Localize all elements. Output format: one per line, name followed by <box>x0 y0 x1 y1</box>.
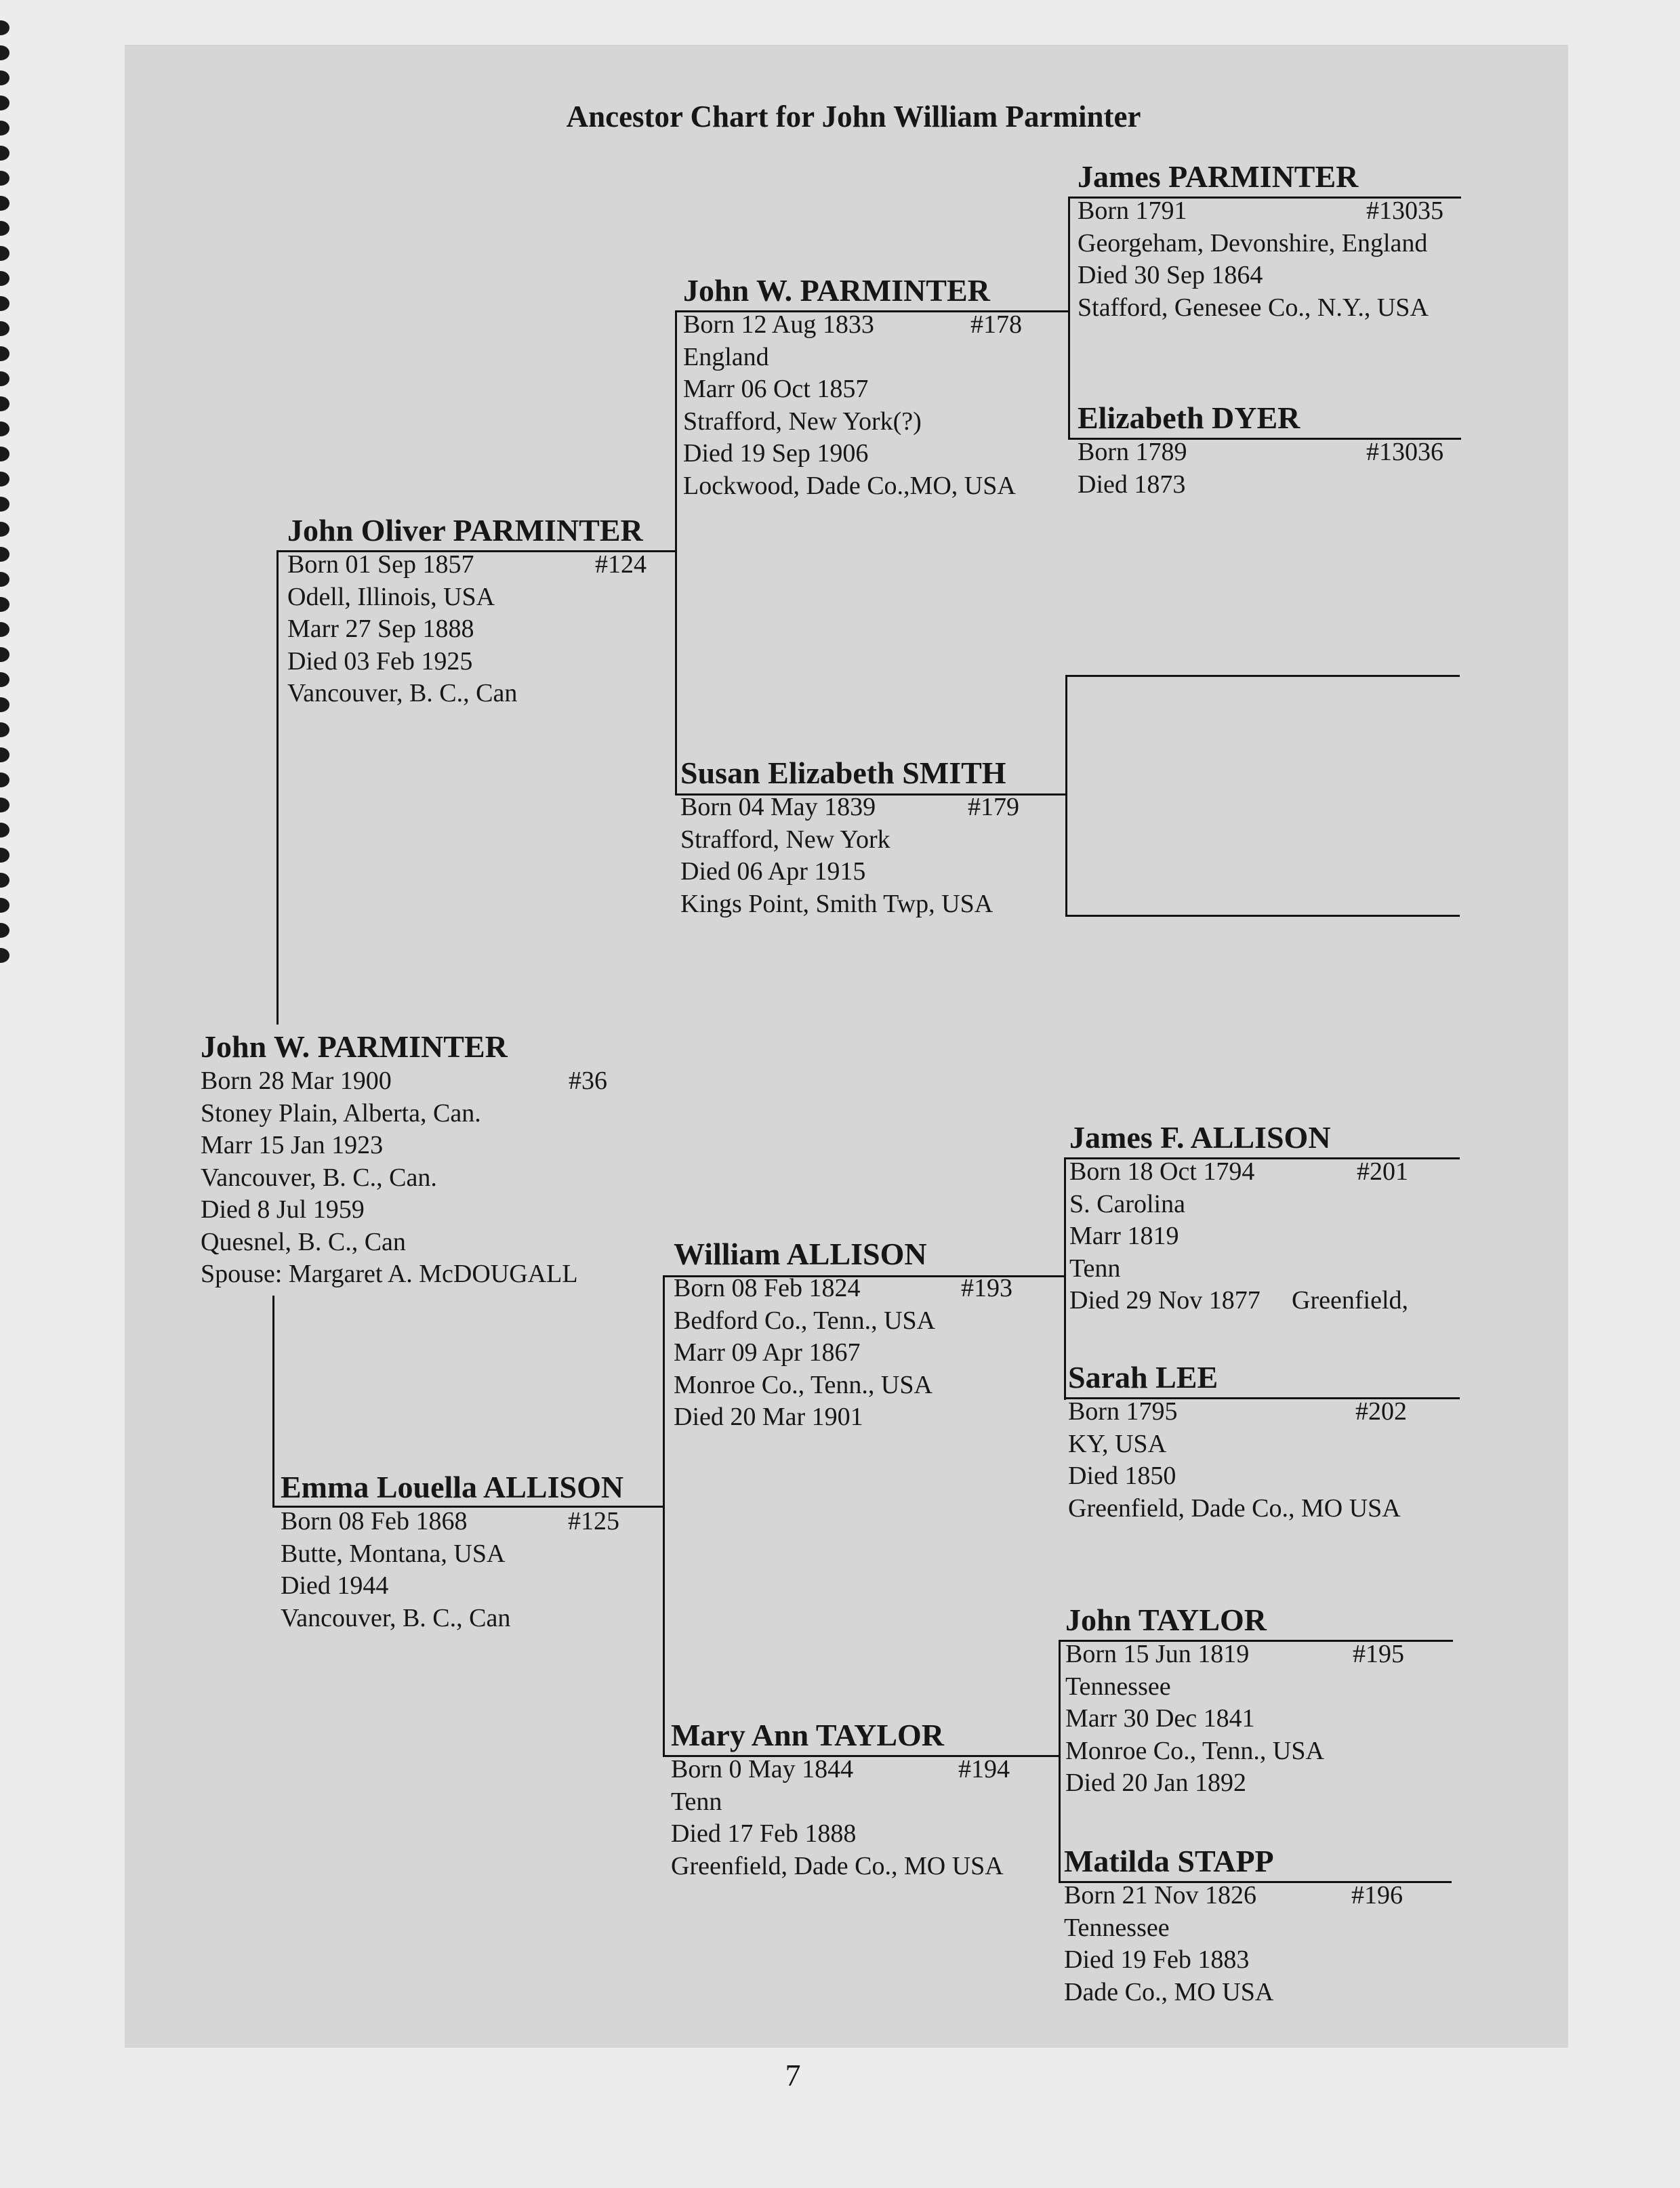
detail-line <box>1065 1703 1404 1735</box>
birth-line <box>1069 1156 1408 1189</box>
person-name: Susan Elizabeth SMITH <box>680 756 1006 790</box>
detail-line <box>201 1226 607 1259</box>
person-matilda-stapp <box>1064 1843 1403 2008</box>
connector-root-father <box>276 550 279 1025</box>
detail-text: KY, USA <box>1068 1429 1167 1458</box>
detail-text: Tennessee <box>1064 1913 1170 1942</box>
birth-line <box>281 1506 619 1538</box>
spiral-ring <box>0 647 9 662</box>
detail-text: Born 18 Oct 1794 <box>1069 1157 1255 1186</box>
ref-number: #195 <box>1353 1640 1404 1668</box>
ref-number: #36 <box>569 1067 607 1095</box>
birth-line <box>1078 436 1443 469</box>
spiral-ring <box>0 171 9 186</box>
binding-spiral <box>0 0 15 2188</box>
detail-text: Died 1944 <box>281 1571 389 1600</box>
spiral-ring <box>0 597 9 612</box>
detail-line <box>1078 228 1443 260</box>
detail-text: Born 08 Feb 1868 <box>281 1507 468 1535</box>
person-john-taylor <box>1065 1602 1404 1800</box>
connector-pat-gm-parents <box>1065 675 1067 915</box>
detail-line <box>683 406 1022 438</box>
detail-text: Strafford, New York <box>680 825 890 854</box>
detail-text: Died 20 Jan 1892 <box>1065 1769 1247 1797</box>
detail-text: Marr 06 Oct 1857 <box>683 375 869 403</box>
detail-text: Dade Co., MO USA <box>1064 1977 1274 2006</box>
detail-line <box>281 1603 619 1635</box>
person-pat-grandfather <box>683 272 1022 502</box>
detail-text: Greenfield, Dade Co., MO USA <box>671 1851 1004 1880</box>
person-pat-grandmother <box>680 755 1019 920</box>
person-james-parminter <box>1078 159 1443 324</box>
detail-line <box>1078 260 1443 292</box>
connector-mat-gf-parents <box>1064 1157 1066 1400</box>
detail-text: Tennessee <box>1065 1672 1171 1701</box>
birth-line <box>1078 195 1443 228</box>
person-father <box>287 512 647 710</box>
spiral-ring <box>0 221 9 236</box>
person-name: James PARMINTER <box>1078 159 1359 194</box>
detail-line <box>674 1337 1012 1369</box>
person-mat-grandmother <box>671 1717 1010 1882</box>
detail-line <box>1065 1735 1404 1768</box>
detail-text: Greenfield, Dade Co., MO USA <box>1068 1493 1401 1523</box>
detail-text: Marr 30 Dec 1841 <box>1065 1704 1255 1733</box>
page-number: 7 <box>785 2058 801 2092</box>
birth-line <box>1065 1638 1404 1671</box>
person-name: John W. PARMINTER <box>201 1029 508 1064</box>
detail-line <box>674 1369 1012 1402</box>
spiral-ring <box>0 146 9 161</box>
detail-line <box>201 1098 607 1130</box>
person-name: Sarah LEE <box>1068 1360 1218 1395</box>
birth-line <box>1068 1396 1407 1428</box>
detail-text: Monroe Co., Tenn., USA <box>674 1370 933 1399</box>
connector-father-parents <box>675 310 677 793</box>
person-name: Mary Ann TAYLOR <box>671 1718 945 1752</box>
person-name: James F. ALLISON <box>1069 1120 1331 1155</box>
detail-text: Died 8 Jul 1959 <box>201 1195 365 1224</box>
birth-line <box>1064 1880 1403 1912</box>
detail-text: Died 29 Nov 1877 <box>1069 1286 1261 1315</box>
detail-line <box>683 438 1022 470</box>
detail-line <box>674 1305 1012 1338</box>
detail-line <box>1068 1428 1407 1461</box>
detail-text: Died 03 Feb 1925 <box>287 646 473 676</box>
spiral-ring <box>0 898 9 913</box>
detail-text: Died 1850 <box>1068 1462 1176 1490</box>
gg-line-empty-bottom <box>1065 915 1460 917</box>
detail-text: Born 01 Sep 1857 <box>287 550 474 579</box>
spiral-ring <box>0 823 9 838</box>
detail-text: Marr 09 Apr 1867 <box>674 1338 861 1367</box>
spiral-ring <box>0 472 9 487</box>
person-name: John W. PARMINTER <box>683 273 990 308</box>
person-name: Emma Louella ALLISON <box>281 1470 624 1504</box>
detail-text: Strafford, New York(?) <box>683 407 922 436</box>
detail-text: Born 04 May 1839 <box>680 793 876 821</box>
detail-line <box>1069 1189 1408 1221</box>
detail-line <box>1078 469 1443 501</box>
detail-text: Spouse: Margaret A. McDOUGALL <box>201 1260 578 1288</box>
person-mother <box>281 1469 624 1634</box>
ref-number: #125 <box>568 1507 619 1535</box>
detail-line <box>287 678 647 710</box>
detail-line <box>1064 1944 1403 1977</box>
connector-root-mother <box>272 1296 274 1506</box>
spiral-ring <box>0 447 9 461</box>
person-james-allison <box>1069 1119 1408 1317</box>
spiral-ring <box>0 421 9 436</box>
detail-line <box>201 1130 607 1162</box>
extra-text: Greenfield, <box>1292 1286 1408 1315</box>
chart-title: Ancestor Chart for John William Parminter <box>566 100 1141 133</box>
detail-line <box>680 888 1019 921</box>
detail-text: Born 1789 <box>1078 438 1187 466</box>
gg-line-empty-top <box>1065 675 1460 677</box>
spiral-ring <box>0 497 9 512</box>
spiral-ring <box>0 246 9 261</box>
detail-text: Born 1791 <box>1078 197 1187 225</box>
ref-number: #13036 <box>1366 438 1443 466</box>
birth-line <box>201 1065 607 1098</box>
spiral-ring <box>0 672 9 687</box>
detail-text: Bedford Co., Tenn., USA <box>674 1306 936 1335</box>
spiral-ring <box>0 547 9 562</box>
spiral-ring <box>0 296 9 311</box>
detail-line <box>1065 1671 1404 1704</box>
detail-line <box>287 613 647 646</box>
detail-line <box>201 1194 607 1226</box>
spiral-ring <box>0 396 9 411</box>
detail-text: Died 30 Sep 1864 <box>1078 261 1263 289</box>
connector-mat-gm-parents <box>1059 1640 1061 1881</box>
spiral-ring <box>0 697 9 712</box>
detail-line <box>680 824 1019 856</box>
detail-text: S. Carolina <box>1069 1189 1185 1218</box>
person-mat-grandfather <box>674 1236 1012 1434</box>
detail-line <box>683 342 1022 374</box>
detail-text: Marr 1819 <box>1069 1222 1179 1250</box>
spiral-ring <box>0 622 9 637</box>
detail-line <box>1068 1460 1407 1493</box>
ref-number: #124 <box>595 550 647 579</box>
person-name: John TAYLOR <box>1065 1603 1267 1637</box>
birth-line <box>683 309 1022 342</box>
birth-line <box>671 1754 1010 1786</box>
detail-line <box>281 1538 619 1571</box>
detail-line <box>1064 1912 1403 1945</box>
ref-number: #179 <box>968 793 1019 821</box>
detail-text: Lockwood, Dade Co.,MO, USA <box>683 471 1016 500</box>
detail-line <box>680 856 1019 888</box>
detail-line <box>1068 1493 1407 1525</box>
spiral-ring <box>0 722 9 737</box>
ref-number: #201 <box>1357 1157 1408 1186</box>
spiral-ring <box>0 70 9 85</box>
detail-text: Stoney Plain, Alberta, Can. <box>201 1098 481 1128</box>
detail-line <box>671 1851 1010 1883</box>
detail-text: Stafford, Genesee Co., N.Y., USA <box>1078 293 1429 322</box>
detail-text: Died 17 Feb 1888 <box>671 1819 857 1848</box>
detail-text: Born 28 Mar 1900 <box>201 1067 392 1095</box>
spiral-ring <box>0 196 9 211</box>
person-root <box>201 1029 607 1291</box>
spiral-ring <box>0 271 9 286</box>
ref-number: #178 <box>970 310 1022 339</box>
person-name: Matilda STAPP <box>1064 1844 1274 1878</box>
detail-text: Died 1873 <box>1078 470 1186 499</box>
detail-line <box>671 1786 1010 1819</box>
detail-text: Quesnel, B. C., Can <box>201 1227 406 1256</box>
spiral-ring <box>0 346 9 361</box>
person-name: John Oliver PARMINTER <box>287 513 643 548</box>
ref-number: #196 <box>1351 1881 1403 1910</box>
detail-text: Born 12 Aug 1833 <box>683 310 874 339</box>
detail-line <box>1064 1977 1403 2009</box>
detail-text: Born 08 Feb 1824 <box>674 1274 861 1302</box>
birth-line <box>680 791 1019 824</box>
person-elizabeth-dyer <box>1078 400 1443 501</box>
detail-text: Born 21 Nov 1826 <box>1064 1881 1256 1910</box>
detail-text: Born 15 Jun 1819 <box>1065 1640 1250 1668</box>
detail-text: Died 06 Apr 1915 <box>680 857 866 886</box>
detail-text: England <box>683 342 769 371</box>
detail-text: Marr 27 Sep 1888 <box>287 615 474 643</box>
spiral-ring <box>0 321 9 336</box>
detail-text: Kings Point, Smith Twp, USA <box>680 889 993 918</box>
detail-line <box>683 470 1022 503</box>
detail-line <box>683 373 1022 406</box>
detail-text: Vancouver, B. C., Can <box>281 1603 511 1632</box>
detail-text: Marr 15 Jan 1923 <box>201 1131 384 1159</box>
spiral-ring <box>0 923 9 938</box>
spiral-ring <box>0 948 9 963</box>
spiral-ring <box>0 572 9 587</box>
birth-line <box>674 1273 1012 1305</box>
connector-pat-gf-parents <box>1068 197 1070 438</box>
detail-line <box>201 1258 607 1291</box>
detail-line <box>1069 1253 1408 1285</box>
detail-line <box>674 1401 1012 1434</box>
spiral-ring <box>0 20 9 35</box>
spiral-ring <box>0 371 9 386</box>
detail-text: Georgeham, Devonshire, England <box>1078 228 1428 257</box>
detail-line <box>287 581 647 614</box>
birth-line <box>287 549 647 581</box>
detail-line <box>287 646 647 678</box>
ref-number: #13035 <box>1366 197 1443 225</box>
detail-text: Vancouver, B. C., Can <box>287 679 518 707</box>
ref-number: #202 <box>1355 1397 1407 1426</box>
detail-text: Born 1795 <box>1068 1397 1178 1426</box>
spiral-ring <box>0 522 9 537</box>
detail-line <box>1065 1767 1404 1800</box>
spiral-ring <box>0 798 9 812</box>
detail-text: Tenn <box>1069 1254 1121 1283</box>
spiral-ring <box>0 747 9 762</box>
detail-text: Vancouver, B. C., Can. <box>201 1163 437 1192</box>
detail-line <box>1069 1285 1408 1317</box>
detail-line <box>1069 1220 1408 1253</box>
detail-text: Butte, Montana, USA <box>281 1539 506 1568</box>
detail-line <box>281 1570 619 1603</box>
spiral-ring <box>0 45 9 60</box>
person-name: Elizabeth DYER <box>1078 400 1300 435</box>
person-name: William ALLISON <box>674 1237 927 1271</box>
spiral-ring <box>0 848 9 863</box>
connector-mother-parents <box>663 1275 665 1755</box>
detail-text: Died 20 Mar 1901 <box>674 1403 863 1431</box>
detail-line <box>201 1162 607 1195</box>
detail-line <box>671 1818 1010 1851</box>
detail-text: Died 19 Sep 1906 <box>683 439 869 468</box>
detail-text: Tenn <box>671 1787 722 1816</box>
detail-text: Died 19 Feb 1883 <box>1064 1945 1250 1974</box>
detail-text: Born 0 May 1844 <box>671 1755 854 1783</box>
detail-line <box>1078 292 1443 325</box>
detail-text: Odell, Illinois, USA <box>287 582 495 611</box>
ref-number: #193 <box>961 1274 1012 1302</box>
person-sarah-lee <box>1068 1359 1407 1525</box>
spiral-ring <box>0 873 9 888</box>
ref-number: #194 <box>958 1755 1010 1783</box>
detail-text: Monroe Co., Tenn., USA <box>1065 1736 1324 1765</box>
spiral-ring <box>0 772 9 787</box>
